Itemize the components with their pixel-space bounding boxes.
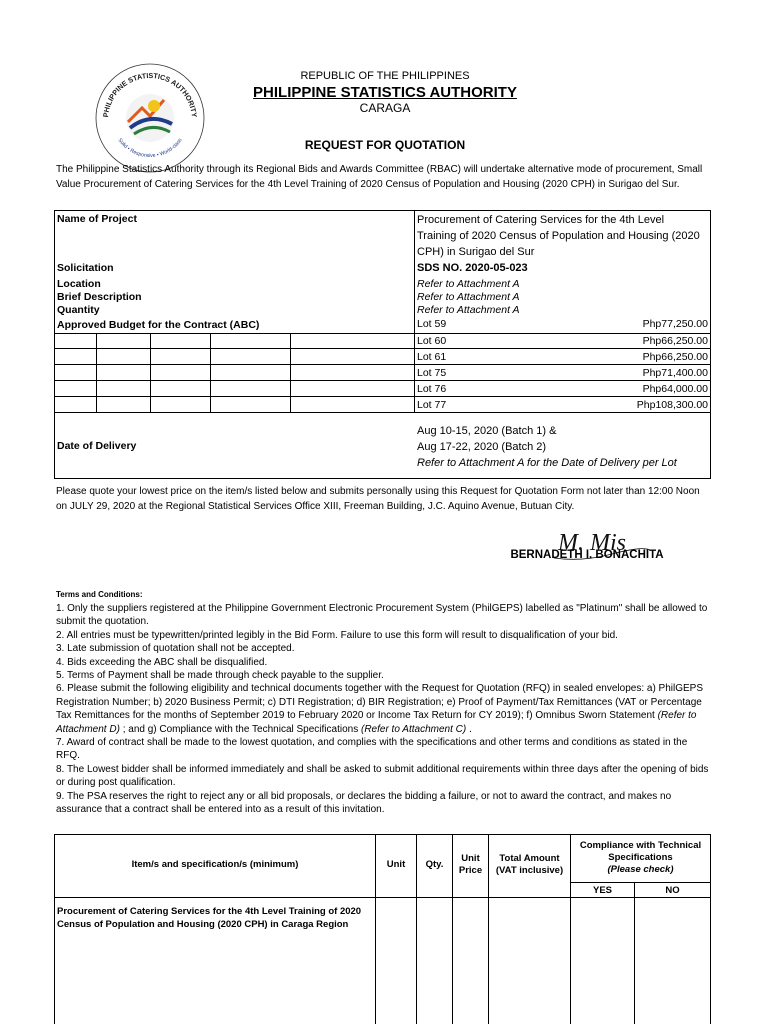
table-border-top	[54, 834, 711, 835]
term-item: 8. The Lowest bidder shall be informed immediately and shall be asked to submit additional requirements within three days after the opening of bids or during post qualification.	[56, 763, 709, 789]
table-border-top	[54, 210, 711, 211]
term-6-text: ; and g) Compliance with the Technical Specifications	[119, 723, 361, 735]
term-6-text: 6. Please submit the following eligibility and technical documents together with the Request for Quotation (RFQ) in sealed envelopes: a) PhilGEPS Registration Number; b) 2020 Business Permit; c) DTI Registration; d) BIR Registration; e) Proof of Payment/Tax Remittances (VAT or Percentage Tax Remittances for the months of September 2019 to February 2020 or Income Tax Return for CY 2019); f) Omnibus Sworn Statement	[56, 683, 704, 722]
grid-line	[54, 333, 711, 334]
term-item: 7. Award of contract shall be made to the lowest quotation, and complies with the specifications and other terms and conditions as stated in the RFQ.	[56, 737, 688, 762]
term-item: 9. The PSA reserves the right to reject any or all bid proposals, or declares the bidding a failure, or not to award the contract, and makes no assurance that a contract shall be entered into as a result of this invitation.	[56, 790, 672, 816]
col-unit-price-header: Unit	[461, 853, 480, 864]
solicitation-value: SDS NO. 2020-05-023	[417, 262, 528, 274]
term-item	[56, 682, 710, 736]
region-heading: CARAGA	[359, 101, 411, 115]
lot-amount: Php66,250.00	[642, 335, 708, 347]
location-value: Refer to Attachment A	[417, 278, 520, 290]
lot-label: Lot 77	[417, 399, 447, 411]
grid-line	[290, 333, 291, 412]
grid-line	[210, 333, 211, 412]
col-unit-header: Unit	[386, 859, 406, 870]
signature-text: M. Mis	[558, 530, 626, 556]
col-items-header: Item/s and specification/s (minimum)	[131, 859, 299, 870]
solicitation-label: Solicitation	[57, 262, 114, 274]
name-of-project-value: Procurement of Catering Services for the 4th Level Training of 2020 Census of Population and Housing (2020 CPH) in Surigao del Sur	[417, 214, 700, 258]
col-total-header: Total Amount	[499, 853, 560, 864]
logo-text: PHILIPPINE STATISTICS AUTHORITY	[101, 70, 199, 118]
lot-label: Lot 76	[417, 383, 447, 395]
date-of-delivery-label: Date of Delivery	[57, 440, 137, 452]
term-6-attachment-c: (Refer to Attachment C)	[360, 723, 467, 735]
term-6-end: .	[466, 723, 472, 735]
document-title: REQUEST FOR QUOTATION	[304, 138, 466, 152]
lot-label: Lot 75	[417, 367, 447, 379]
grid-line	[54, 897, 711, 898]
grid-line	[634, 882, 635, 1024]
col-compliance-header: (Please check)	[607, 864, 674, 875]
quotation-instruction: Please quote your lowest price on the item/s listed below and submits personally using this Request for Quotation Form not later than 12:00 Noon on JULY 29, 2020 at the Regional Statistical Services Office XIII, Freeman Building, J.C. Aquino Avenue, Butuan City.	[56, 486, 700, 512]
term-item: 4. Bids exceeding the ABC shall be disqualified.	[56, 656, 268, 668]
table-border-left	[54, 210, 55, 479]
quantity-label: Quantity	[57, 304, 100, 316]
quantity-value: Refer to Attachment A	[417, 304, 520, 316]
grid-line	[54, 348, 711, 349]
grid-line	[54, 364, 711, 365]
lot-label: Lot 59	[417, 318, 447, 330]
col-yes-header: YES	[592, 885, 612, 896]
terms-list	[56, 602, 710, 817]
delivery-batch-1: Aug 10-15, 2020 (Batch 1) &	[417, 425, 557, 437]
location-label: Location	[57, 278, 101, 290]
col-unit-price-header: Price	[458, 865, 483, 876]
agency-heading: PHILIPPINE STATISTICS AUTHORITY	[253, 84, 517, 101]
name-of-project-label: Name of Project	[57, 213, 137, 225]
lot-label: Lot 60	[417, 335, 447, 347]
table-border-right	[710, 210, 711, 479]
col-compliance-header: Specifications	[608, 852, 673, 863]
term-item: 1. Only the suppliers registered at the Philippine Government Electronic Procurement System (PhilGEPS) labelled as "Platinum" shall be allowed to submit the quotation.	[56, 603, 708, 628]
table-border-bottom	[54, 478, 711, 479]
col-no-header: NO	[665, 885, 680, 896]
terms-heading: Terms and Conditions:	[56, 590, 143, 599]
grid-line	[54, 412, 711, 413]
intro-paragraph: The Philippine Statistics Authority through its Regional Bids and Awards Committee (RBAC) will undertake alternative mode of procurement, Small Value Procurement of Catering Services for the 4th Level Training of 2020 Census of Population and Housing (2020 CPH) in Surigao del Sur.	[56, 164, 703, 190]
col-qty-header: Qty.	[425, 859, 444, 870]
abc-label: Approved Budget for the Contract (ABC)	[57, 319, 260, 331]
term-item: 3. Late submission of quotation shall not be accepted.	[56, 643, 295, 655]
grid-line	[54, 396, 711, 397]
logo-motto: Solid • Responsive • World-class	[116, 137, 184, 160]
grid-line	[96, 333, 97, 412]
lot-amount: Php71,400.00	[642, 367, 708, 379]
term-6-attachment-d: (Refer to Attachment D)	[56, 710, 697, 735]
brief-description-value: Refer to Attachment A	[417, 291, 520, 303]
delivery-batch-2: Aug 17-22, 2020 (Batch 2)	[417, 441, 547, 453]
col-total-header: (VAT inclusive)	[495, 865, 564, 876]
lot-label: Lot 61	[417, 351, 447, 363]
table-divider-middle	[414, 210, 415, 412]
term-item: 5. Terms of Payment shall be made through check payable to the supplier.	[56, 670, 384, 682]
table-border-right	[710, 834, 711, 1024]
delivery-note: Refer to Attachment A for the Date of Delivery per Lot	[417, 457, 677, 469]
lot-amount: Php77,250.00	[642, 318, 708, 330]
term-item: 2. All entries must be typewritten/printed legibly in the Bid Form. Failure to use this form will result to disqualification of your bid.	[56, 629, 618, 641]
lot-amount: Php64,000.00	[642, 383, 708, 395]
grid-line	[54, 380, 711, 381]
item-description: Procurement of Catering Services for the 4th Level Training of 2020 Census of Population and Housing (2020 CPH) in Caraga Region	[57, 906, 362, 930]
lot-amount: Php108,300.00	[636, 399, 708, 411]
col-compliance-header: Compliance with Technical	[579, 840, 702, 851]
signatory-name: BERNADETH I. BONACHITA	[510, 549, 664, 561]
grid-line	[570, 882, 711, 883]
brief-description-label: Brief Description	[57, 291, 142, 303]
grid-line	[150, 333, 151, 412]
republic-heading: REPUBLIC OF THE PHILIPPINES	[300, 70, 470, 82]
lot-amount: Php66,250.00	[642, 351, 708, 363]
